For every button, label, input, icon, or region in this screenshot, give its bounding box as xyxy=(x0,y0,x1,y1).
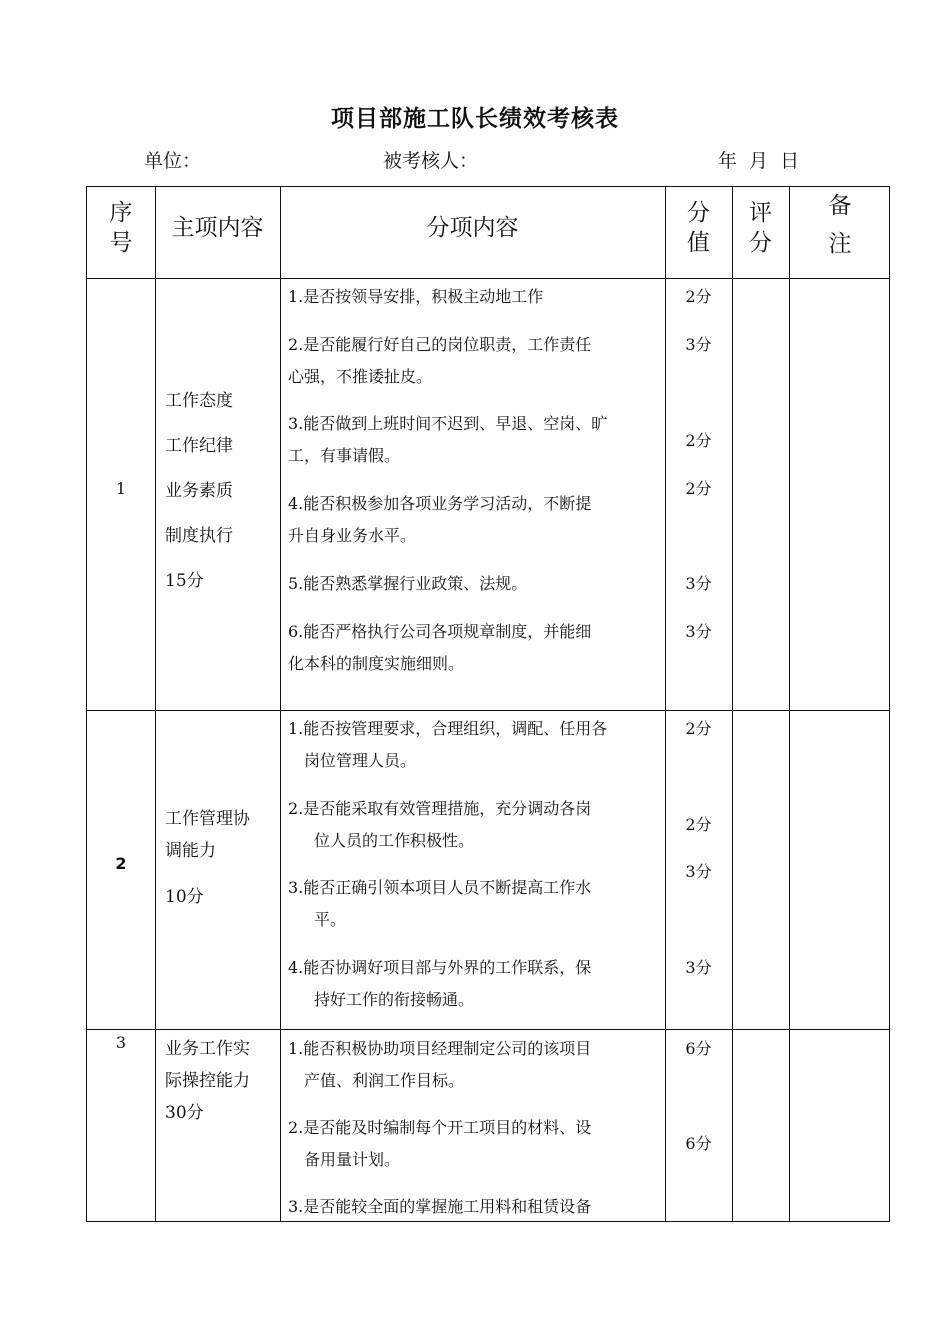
sub-item-line: 3.能否正确引领本项目人员不断提高工作水 xyxy=(288,878,592,897)
section-main-content xyxy=(165,1033,250,1129)
header-remark-line: 备 xyxy=(828,193,852,219)
header-score xyxy=(665,198,732,258)
main-line: 10分 xyxy=(165,887,204,907)
item-score: 6分 xyxy=(685,1134,712,1153)
unit-label: 单位： xyxy=(144,150,202,172)
main-line: 际操控能力 xyxy=(165,1071,250,1091)
sub-item xyxy=(288,1191,660,1223)
item-score: 3分 xyxy=(685,574,712,593)
main-line: 制度执行 xyxy=(165,526,233,546)
sub-item-line: 1.是否按领导安排，积极主动地工作 xyxy=(288,287,544,306)
sub-item xyxy=(288,872,660,936)
section-main-content xyxy=(165,803,250,913)
sub-item-line: 4.能否协调好项目部与外界的工作联系，保 xyxy=(288,958,592,977)
main-line: 15分 xyxy=(165,571,204,591)
sub-item xyxy=(288,793,660,857)
sub-item-line: 心强，不推诿扯皮。 xyxy=(288,367,433,386)
header-seq-line: 号 xyxy=(109,230,133,256)
sub-item xyxy=(288,329,660,393)
sub-item xyxy=(288,713,660,777)
sub-item xyxy=(288,616,660,680)
main-line: 业务素质 xyxy=(165,481,233,501)
header-main: 主项内容 xyxy=(171,215,264,241)
sub-item xyxy=(288,408,660,472)
table-row-divider xyxy=(87,278,889,279)
main-line: 工作纪律 xyxy=(165,436,233,456)
sub-item-line: 持好工作的衔接畅通。 xyxy=(314,990,475,1009)
table-column-divider xyxy=(732,187,733,1221)
sub-item-line: 工，有事请假。 xyxy=(288,446,401,465)
header-sub: 分项内容 xyxy=(426,215,519,241)
assessee-label: 被考核人： xyxy=(383,150,479,172)
section-main-content xyxy=(165,379,233,604)
main-line: 30分 xyxy=(165,1103,204,1123)
assessment-table xyxy=(86,186,890,1222)
item-score: 3分 xyxy=(685,622,712,641)
sub-item xyxy=(288,952,660,1016)
sub-item-line: 1.能否积极协助项目经理制定公司的该项目 xyxy=(288,1039,592,1058)
date-label: 年 月 日 xyxy=(718,150,800,172)
table-column-divider xyxy=(155,187,156,1221)
sub-item-line: 岗位管理人员。 xyxy=(304,751,417,770)
item-score: 2分 xyxy=(685,287,712,306)
sub-item-line: 5.能否熟悉掌握行业政策、法规。 xyxy=(288,574,528,593)
sub-item xyxy=(288,1112,660,1176)
header-rating xyxy=(732,198,789,258)
header-seq-line: 序 xyxy=(109,200,133,226)
sub-item xyxy=(288,1033,660,1097)
item-score: 3分 xyxy=(685,335,712,354)
sub-item-line: 2.是否能及时编制每个开工项目的材料、设 xyxy=(288,1118,592,1137)
sub-item xyxy=(288,568,660,600)
item-score: 2分 xyxy=(685,479,712,498)
table-row-divider xyxy=(87,1029,889,1030)
item-score: 2分 xyxy=(685,815,712,834)
sub-item-line: 1.能否按管理要求，合理组织，调配、任用各 xyxy=(288,719,608,738)
document-title: 项目部施工队长绩效考核表 xyxy=(331,105,619,132)
table-column-divider xyxy=(280,187,281,1221)
header-remark xyxy=(789,187,891,263)
sub-item-line: 平。 xyxy=(314,910,347,929)
item-score: 6分 xyxy=(685,1039,712,1058)
main-line: 工作管理协 xyxy=(165,809,250,829)
section-seq: 1 xyxy=(115,479,127,498)
header-score-line: 分 xyxy=(687,200,710,226)
table-row-divider xyxy=(87,710,889,711)
sub-item-line: 4.能否积极参加各项业务学习活动，不断提 xyxy=(288,494,592,513)
sub-item-line: 3.是否能较全面的掌握施工用料和租赁设备 xyxy=(288,1197,592,1216)
sub-item-line: 位人员的工作积极性。 xyxy=(314,831,475,850)
header-rating-line: 评 xyxy=(749,200,772,226)
sub-item-line: 6.能否严格执行公司各项规章制度，并能细 xyxy=(288,622,592,641)
sub-item-line: 升自身业务水平。 xyxy=(288,526,417,545)
sub-item xyxy=(288,281,660,313)
item-score: 3分 xyxy=(685,958,712,977)
main-line: 工作态度 xyxy=(165,391,233,411)
sub-item-line: 2.是否能履行好自己的岗位职责，工作责任 xyxy=(288,335,592,354)
sub-item-line: 化本科的制度实施细则。 xyxy=(288,654,465,673)
item-score: 3分 xyxy=(685,862,712,881)
item-score: 2分 xyxy=(685,431,712,450)
sub-item-line: 2.是否能采取有效管理措施，充分调动各岗 xyxy=(288,799,592,818)
header-seq xyxy=(87,198,155,258)
sub-item-line: 备用量计划。 xyxy=(304,1150,401,1169)
header-remark-line: 注 xyxy=(828,231,852,257)
header-score-line: 值 xyxy=(687,230,710,256)
sub-item-line: 3.能否做到上班时间不迟到、早退、空岗、旷 xyxy=(288,414,608,433)
item-score: 2分 xyxy=(685,719,712,738)
sub-item xyxy=(288,488,660,552)
section-seq: 3 xyxy=(115,1033,127,1052)
main-line: 业务工作实 xyxy=(165,1039,250,1059)
sub-item-line: 产值、利润工作目标。 xyxy=(304,1071,465,1090)
main-line: 调能力 xyxy=(165,841,216,861)
table-column-divider xyxy=(789,187,790,1221)
header-rating-line: 分 xyxy=(749,230,772,256)
section-seq: 2 xyxy=(115,854,127,873)
